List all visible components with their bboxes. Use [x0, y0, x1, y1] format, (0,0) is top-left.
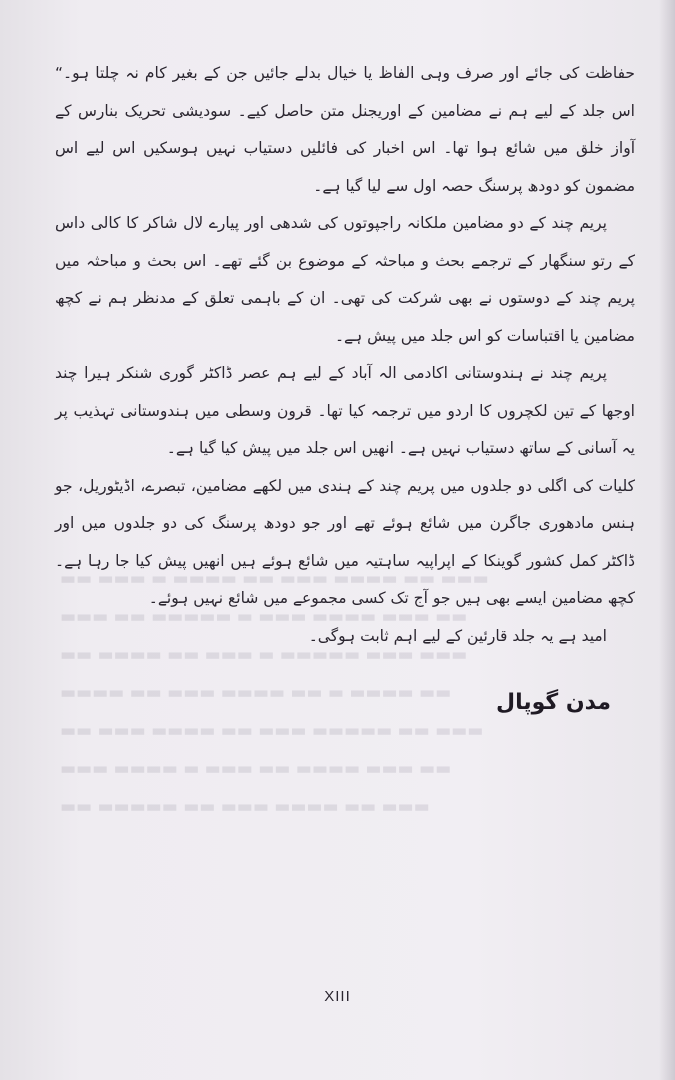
paragraph: حفاظت کی جائے اور صرف وہی الفاظ یا خیال بدلے جائیں جن کے بغیر کام نہ چلتا ہو۔“ اس جلد کے لیے ہم نے مضامین کے اوریجنل متن حاصل کیے۔ سودیشی تحریک بنارس کے آواز خلق میں شائع ہوا تھا۔ اس اخبار کی فائلیں دستیاب نہیں ہوسکیں اس لیے اس مضمون کو دودھ پرسنگ حصہ اول سے لیا گیا ہے۔: [55, 64, 635, 195]
paragraph: امید ہے یہ جلد قارئین کے لیے اہم ثابت ہوگی۔: [308, 626, 607, 645]
bleed-through-text: ▬▬ ▬▬▬ ▬ ▬▬▬▬ ▬▬ ▬▬▬ ▬▬▬▬ ▬▬ ▬▬▬ ▬▬▬ ▬▬ ▬▬▬▬▬ ▬ ▬▬▬ ▬▬▬▬ ▬▬▬ ▬▬ ▬▬ ▬▬▬▬ ▬▬ ▬▬▬ ▬ ▬▬▬▬▬ ▬▬▬ ▬▬▬ ▬▬▬▬ ▬▬ ▬▬▬ ▬▬▬▬ ▬▬ ▬ ▬▬▬▬ ▬▬ ▬▬ ▬▬▬ ▬▬▬▬ ▬▬ ▬▬▬ ▬▬▬▬▬ ▬▬ ▬▬▬ ▬▬▬ ▬▬▬▬ ▬ ▬▬▬ ▬▬ ▬▬▬▬ ▬▬▬ ▬▬ ▬▬ ▬▬▬▬▬ ▬▬ ▬▬▬ ▬▬▬▬ ▬▬ ▬▬▬: [60, 569, 489, 817]
author-signature: مدن گوپال: [496, 690, 611, 715]
paragraph: کلیات کی اگلی دو جلدوں میں پریم چند کے ہندی میں لکھے مضامین، تبصرے، اڈیٹوریل، جو ہنس مادھوری جاگرن میں شائع ہوئے تھے اور جو دودھ پرسنگ کی دو جلدوں میں اور ڈاکٹر کمل کشور گوینکا کے اپراپیہ ساہتیہ میں شائع ہوئے ہیں انھیں پیش کیا جا رہا ہے۔ کچھ مضامین ایسے بھی ہیں جو آج تک کسی مجموعے میں شائع نہیں ہوئے۔: [55, 476, 635, 607]
page-edge-shadow: [659, 0, 675, 1080]
paragraph: پریم چند نے ہندوستانی اکادمی الہ آباد کے لیے ہم عصر ڈاکٹر گوری شنکر ہیرا چند اوجھا کے تین لکچروں کا اردو میں ترجمہ کیا تھا۔ قرون وسطی میں ہندوستانی تہذیب پر یہ آسانی کے ساتھ دستیاب نہیں ہے۔ انھیں اس جلد میں پیش کیا گیا ہے۔: [55, 364, 635, 457]
page-number: XIII: [324, 988, 351, 1005]
preface-text: [55, 55, 635, 655]
paragraph: پریم چند کے دو مضامین ملکانہ راجپوتوں کی شدھی اور پیارے لال شاکر کا کالی داس کے رتو سنگھار کے ترجمے بحث و مباحثہ کے موضوع بن گئے تھے۔ اس بحث و مباحثہ میں پریم چند کے دوستوں نے بھی شرکت کی تھی۔ ان کے باہمی تعلق کے مدنظر ہم نے کچھ مضامین یا اقتباسات کو اس جلد میں پیش ہے۔: [55, 214, 635, 345]
